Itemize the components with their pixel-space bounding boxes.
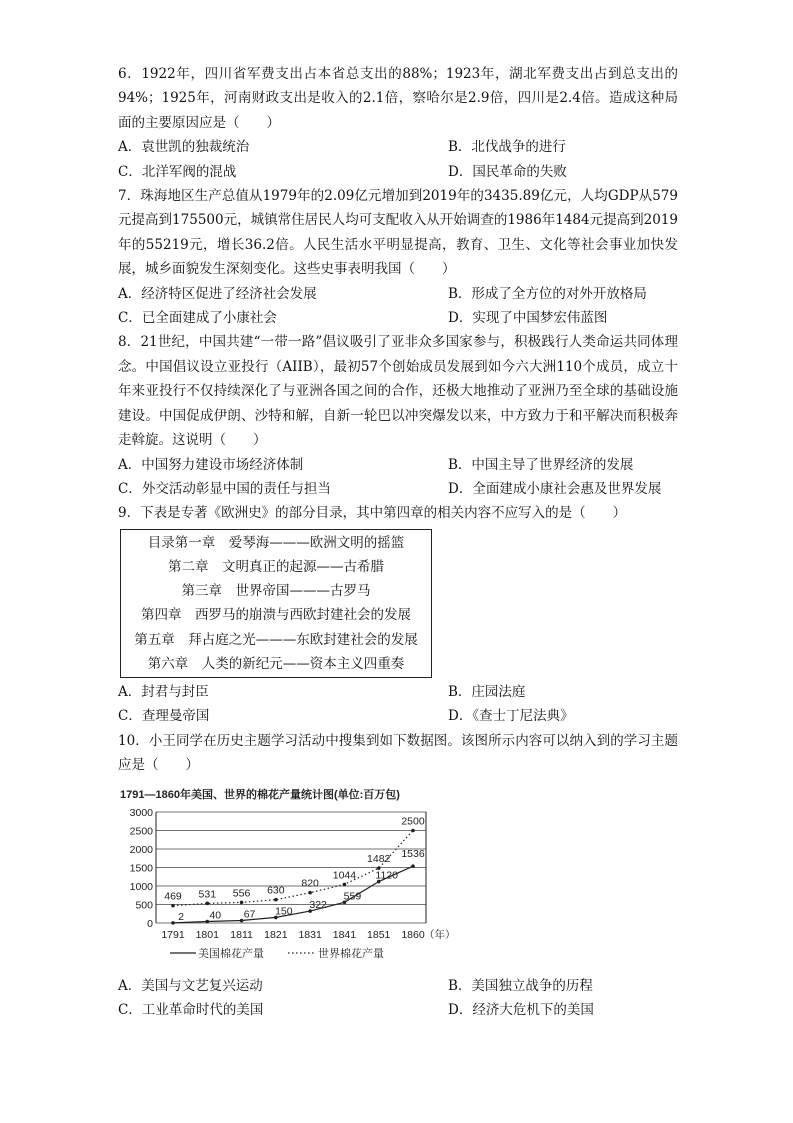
us-data-label: 559 [343,889,362,902]
option-b[interactable]: B．中国主导了世界经济的发展 [448,456,634,473]
us-data-point [411,864,415,868]
x-tick-label: 1841 [332,928,357,941]
option-c[interactable]: C．北洋军阀的混战 [118,163,237,180]
x-tick-label: 1831 [298,928,322,941]
us-data-label: 322 [309,898,327,911]
world-data-point [343,882,347,886]
table-of-contents [120,529,432,678]
question-7-options [118,282,678,331]
world-data-point [411,828,415,832]
option-a[interactable]: A．袁世凯的独裁统治 [118,139,250,156]
chart-title: 1791—1860年美国、世界的棉花产量统计图(单位:百万包) [120,788,400,801]
x-tick-label: 1821 [264,928,288,941]
option-c[interactable]: C．查理曼帝国 [118,708,210,725]
world-data-label: 2500 [401,815,425,828]
world-data-point [240,900,244,904]
world-data-point [308,890,312,894]
question-9-options [118,680,678,729]
option-d[interactable]: D．国民革命的失败 [448,163,567,180]
question-6-stem: 6．1922年，四川省军费支出占本省总支出的88%；1923年，湖北军费支出占到总支出的94%；1925年，河南财政支出是收入的2.1倍，察哈尔是2.9倍，四川是2.4倍。造成这种局面的主要原因应是（ ） [118,66,678,131]
question-7 [118,184,678,330]
us-data-label: 150 [275,905,293,918]
option-c[interactable]: C．外交活动彰显中国的责任与担当 [118,480,331,497]
toc-row: 第三章 世界帝国———古罗马 [181,583,371,600]
question-10-options [118,974,678,1023]
us-data-label: 1120 [375,869,399,882]
world-data-label: 1044 [332,868,357,881]
option-a[interactable]: A．中国努力建设市场经济体制 [118,456,304,473]
option-d[interactable]: D．实现了中国梦宏伟蓝图 [448,310,608,327]
y-tick-label: 3000 [129,806,153,819]
world-data-label: 630 [267,884,285,897]
option-b[interactable]: B．北伐战争的进行 [448,139,566,156]
world-data-label: 1482 [367,852,391,865]
toc-row: 第六章 人类的新纪元——资本主义四重奏 [147,655,405,672]
us-data-label: 2 [178,910,184,923]
us-data-label: 1536 [401,847,425,860]
question-10-stem: 10．小王同学在历史主题学习活动中搜集到如下数据图。该图所示内容可以纳入到的学习主题应是（ ） [118,732,678,774]
y-tick-label: 1000 [129,880,153,893]
option-a[interactable]: A．美国与文艺复兴运动 [118,977,263,994]
question-6-options [118,135,678,184]
x-tick-label: 1851 [367,928,391,941]
question-9 [118,501,678,728]
question-8-stem: 8．21世纪，中国共建“一带一路”倡议吸引了亚非众多国家参与，积极践行人类命运共同体理念。中国倡议设立亚投行（AIIB），最初57个创始成员发展到如今六大洲110个成员，成立十年来亚投行不仅持续深化了与亚洲各国之间的合作，还极大地推动了亚洲乃至全球的基础设施建设。中国促成伊朗、沙特和解，自新一轮巴以冲突爆发以来，中方致力于和平解决而积极奔走斡旋。这说明（ ） [118,334,678,449]
y-tick-label: 500 [135,899,153,912]
world-data-point [171,903,175,907]
cotton-chart [118,786,458,968]
cotton-chart-svg [118,786,458,968]
y-tick-label: 2500 [129,825,153,838]
y-tick-label: 1500 [129,862,153,875]
option-c[interactable]: C．工业革命时代的美国 [118,1001,264,1018]
x-tick-label: 1811 [230,928,253,941]
world-data-label: 531 [198,887,217,900]
question-6 [118,62,678,184]
x-axis-unit: （年） [424,928,456,941]
legend-us-label: 美国棉花产量 [198,947,264,960]
world-data-label: 556 [232,886,251,899]
option-d[interactable]: D．全面建成小康社会惠及世界发展 [448,480,662,497]
question-9-stem: 9．下表是专著《欧洲史》的部分目录，其中第四章的相关内容不应写入的是（ ） [118,505,627,522]
exam-page [118,62,678,1022]
question-8-options [118,453,678,502]
x-tick-label: 1791 [161,928,185,941]
option-a[interactable]: A．经济特区促进了经济社会发展 [118,285,317,302]
x-tick-label: 1860 [401,928,425,941]
world-data-label: 820 [301,877,319,890]
option-a[interactable]: A．封君与封臣 [118,683,209,700]
question-7-stem: 7．珠海地区生产总值从1979年的2.09亿元增加到2019年的3435.89亿元，人均GDP从579元提高到175500元，城镇常住居民人均可支配收入从开始调查的1986年1484元提高到2019年的55219元，增长36.2倍。人民生活水平明显提高，教育、卫生、文化等社会事业加快发展，城乡面貌发生深刻变化。这些史事表明我国（ ） [118,188,678,278]
y-tick-label: 2000 [129,843,153,856]
y-tick-label: 0 [147,917,153,930]
option-b[interactable]: B．形成了全方位的对外开放格局 [448,285,647,302]
option-d[interactable]: D．经济大危机下的美国 [448,1001,594,1018]
us-data-point [171,921,175,925]
toc-row: 第二章 文明真正的起源——古希腊 [168,558,384,575]
world-data-label: 469 [164,890,182,903]
us-data-label: 67 [243,908,256,921]
us-data-label: 40 [209,909,222,922]
world-data-point [205,901,209,905]
question-10 [118,729,678,1023]
option-c[interactable]: C．已全面建成了小康社会 [118,310,277,327]
world-data-point [274,897,278,901]
question-8 [118,330,678,501]
option-b[interactable]: B．庄园法庭 [448,683,526,700]
option-d[interactable]: D．《查士丁尼法典》 [448,708,574,725]
toc-row: 第四章 西罗马的崩溃与西欧封建社会的发展 [141,607,411,624]
x-tick-label: 1801 [195,928,219,941]
legend-world-label: 世界棉花产量 [318,947,384,960]
toc-row: 第五章 拜占庭之光———东欧封建社会的发展 [134,631,418,648]
toc-row: 目录第一章 爱琴海———欧洲文明的摇篮 [147,534,405,551]
option-b[interactable]: B．美国独立战争的历程 [448,977,593,994]
